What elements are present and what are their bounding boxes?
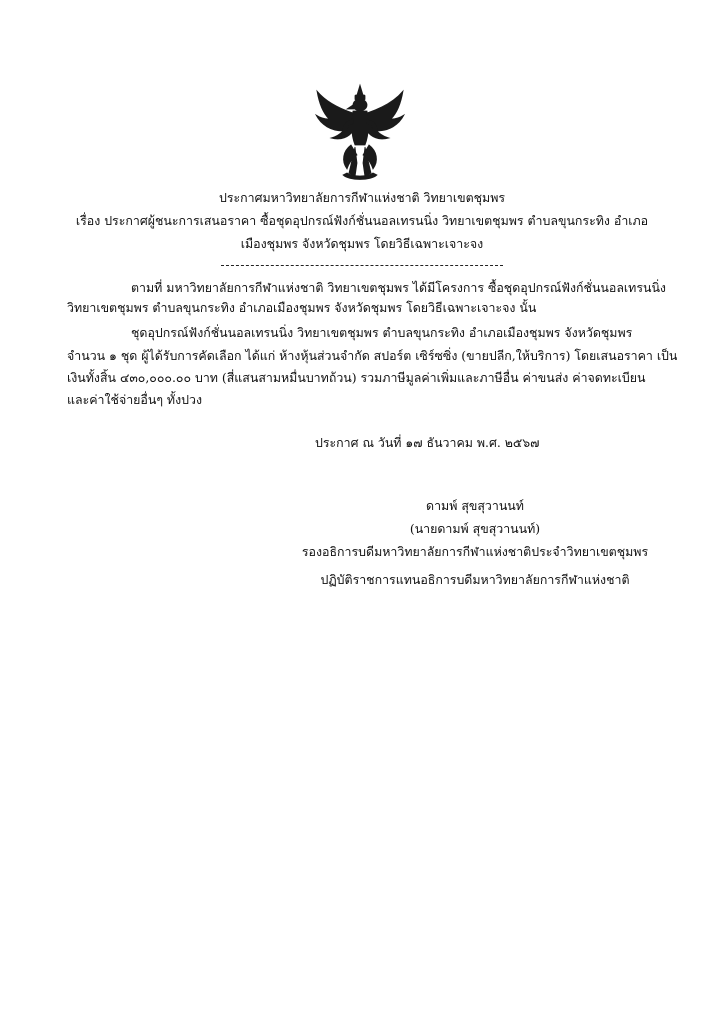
signatory-full-name: (นายดามพ์ สุขสุวานนท์): [409, 521, 541, 536]
signatory-position-2: ปฏิบัติราชการแทนอธิการบดีมหาวิทยาลัยการกีฬาแห่งชาติ: [320, 572, 630, 587]
announcement-date: ประกาศ ณ วันที่ ๑๗ ธันวาคม พ.ศ. ๒๕๖๗: [315, 435, 540, 450]
signatory-position-1: รองอธิการบดีมหาวิทยาลัยการกีฬาแห่งชาติประจำวิทยาเขตชุมพร: [301, 544, 649, 559]
subject-line-2: เมืองชุมพร จังหวัดชุมพร โดยวิธีเฉพาะเจาะจง: [240, 236, 484, 251]
document-title: ประกาศมหาวิทยาลัยการกีฬาแห่งชาติ วิทยาเขตชุมพร: [218, 190, 506, 205]
paragraph-2-line-3: เงินทั้งสิ้น ๔๓๐,๐๐๐.๐๐ บาท (สี่แสนสามหมื่นบาทถ้วน) รวมภาษีมูลค่าเพิ่มและภาษีอื่น ค่าขนส่ง ค่าจดทะเบียน: [67, 370, 646, 385]
paragraph-1-line-2: วิทยาเขตชุมพร ตำบลขุนกระทิง อำเภอเมืองชุมพร จังหวัดชุมพร โดยวิธีเฉพาะเจาะจง นั้น: [67, 300, 537, 315]
subject-line-1: เรื่อง ประกาศผู้ชนะการเสนอราคา ซื้อชุดอุปกรณ์ฟังก์ชั่นนอลเทรนนิ่ง วิทยาเขตชุมพร ตำบลขุนกระทิง อำเภอ: [75, 213, 649, 228]
paragraph-2-line-2: จำนวน ๑ ชุด ผู้ได้รับการคัดเลือก ได้แก่ ห้างหุ้นส่วนจำกัด สปอร์ต เซิร์ซซิ่ง (ขายปลีก,ให้บริการ) โดยเสนอราคา เป็น: [67, 348, 678, 363]
garuda-emblem-icon: [313, 83, 407, 183]
title-separator: [221, 265, 503, 266]
paragraph-1-line-1: ตามที่ มหาวิทยาลัยการกีฬาแห่งชาติ วิทยาเขตชุมพร ได้มีโครงการ ซื้อชุดอุปกรณ์ฟังก์ชั่นนอลเทรนนิ่ง: [131, 280, 666, 295]
paragraph-2-line-1: ชุดอุปกรณ์ฟังก์ชั่นนอลเทรนนิ่ง วิทยาเขตชุมพร ตำบลขุนกระทิง อำเภอเมืองชุมพร จังหวัดชุมพร: [131, 325, 633, 340]
signature-name: ดามพ์ สุขสุวานนท์: [426, 498, 524, 513]
paragraph-2-line-4: และค่าใช้จ่ายอื่นๆ ทั้งปวง: [67, 392, 203, 407]
